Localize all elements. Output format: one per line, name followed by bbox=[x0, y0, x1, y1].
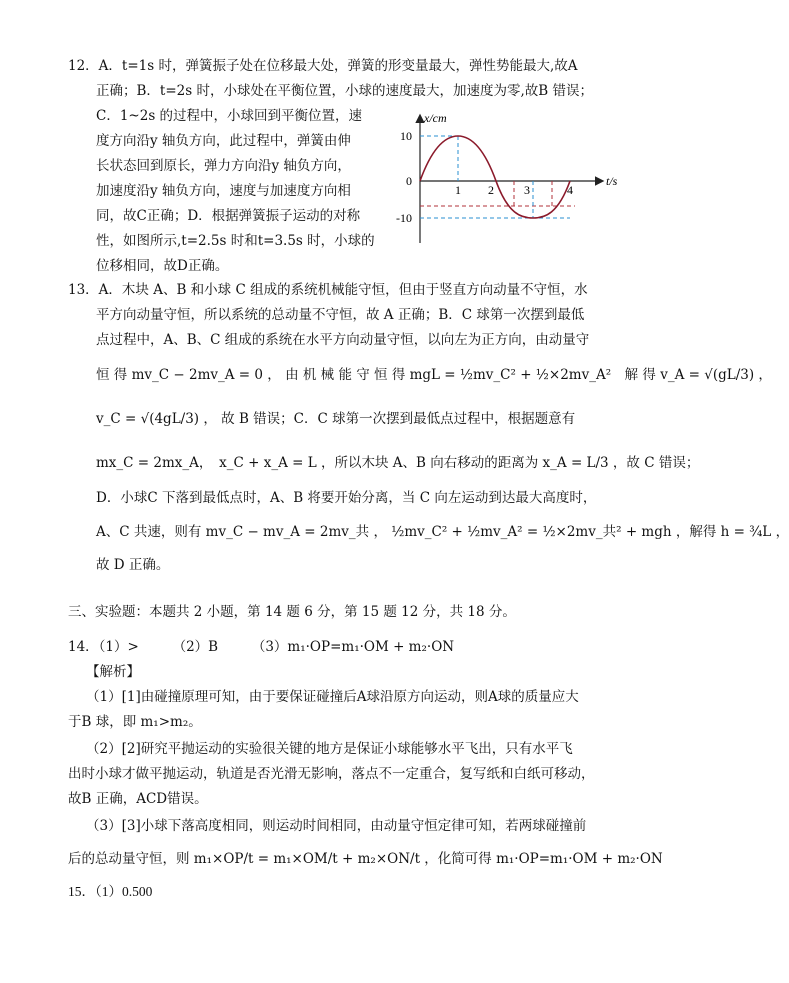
q14-answer: 14．（1）> （2）B （3）m₁·OP=m₁·OM + m₂·ON bbox=[68, 639, 455, 655]
x-tick-1: 1 bbox=[455, 183, 461, 197]
q14-line-6: （3）[3]小球下落高度相同，则运动时间相同，由动量守恒定律可知，若两球碰撞前 bbox=[86, 818, 587, 834]
q13-line-8: A、C 共速，则有 mv_C − mv_A = 2mv_共 ， ½mv_C² + ½mv_A² = ½×2mv_共² + mgh ，解得 h = ¾L ， bbox=[96, 524, 789, 540]
y-tick-neg10: -10 bbox=[396, 211, 412, 225]
q14-line-2: 于B 球，即 m₁>m₂。 bbox=[68, 714, 202, 730]
q13-line-2: 平方向动量守恒，所以系统的总动量不守恒，故 A 正确；B．C 球第一次摆到最低 bbox=[96, 307, 585, 323]
q13-line-9: 故 D 正确。 bbox=[96, 557, 170, 573]
q13-line-5: v_C = √(4gL/3) ， 故 B 错误；C．C 球第一次摆到最低点过程中，根据题意有 bbox=[96, 411, 576, 427]
x-axis-label: t/s bbox=[606, 174, 618, 188]
q12-line-4: 度方向沿y 轴负方向，此过程中，弹簧由伸 bbox=[96, 133, 351, 149]
q12-line-2: 正确；B．t=2s 时，小球处在平衡位置，小球的速度最大，加速度为零,故B 错误； bbox=[96, 83, 593, 99]
q14-line-1: （1）[1]由碰撞原理可知，由于要保证碰撞后A球沿原方向运动，则A球的质量应大 bbox=[86, 689, 579, 705]
x-tick-4: 4 bbox=[567, 183, 573, 197]
y-tick-10: 10 bbox=[400, 129, 412, 143]
x-tick-2: 2 bbox=[488, 183, 494, 197]
q14-line-7: 后的总动量守恒，则 m₁×OP/t = m₁×OM/t + m₂×ON/t ，化简可得 m₁·OP=m₁·OM + m₂·ON bbox=[68, 851, 663, 867]
q14-analysis-label: 【解析】 bbox=[86, 664, 140, 680]
q12-line-8: 性，如图所示,t=2.5s 时和t=3.5s 时，小球的 bbox=[96, 233, 375, 249]
displacement-time-graph bbox=[370, 108, 620, 248]
q15-answer: 15．（1）0.500 bbox=[68, 884, 153, 899]
q12-line-9: 位移相同，故D正确。 bbox=[96, 258, 229, 274]
q12-line-6: 加速度沿y 轴负方向，速度与加速度方向相 bbox=[96, 183, 351, 199]
section-heading: 三、实验题：本题共 2 小题，第 14 题 6 分，第 15 题 12 分，共 18 分。 bbox=[68, 604, 516, 620]
q13-line-1: 13．A．木块 A、B 和小球 C 组成的系统机械能守恒，但由于竖直方向动量不守恒，水 bbox=[68, 282, 588, 298]
q12-line-7: 同，故C正确；D．根据弹簧振子运动的对称 bbox=[96, 208, 361, 224]
y-axis-label: x/cm bbox=[424, 111, 447, 125]
q14-line-4: 出时小球才做平抛运动，轨道是否光滑无影响，落点不一定重合，复写纸和白纸可移动， bbox=[68, 766, 595, 782]
q13-line-6: mx_C = 2mx_A， x_C + x_A = L ，所以木块 A、B 向右移动的距离为 x_A = L/3 ，故 C 错误； bbox=[96, 455, 700, 471]
q13-line-7: D．小球C 下落到最低点时，A、B 将要开始分离，当 C 向左运动到达最大高度时， bbox=[96, 490, 597, 506]
y-tick-0: 0 bbox=[406, 174, 412, 188]
x-tick-3: 3 bbox=[524, 183, 530, 197]
q12-line-1: 12．A．t=1s 时，弹簧振子处在位移最大处，弹簧的形变量最大，弹性势能最大,故A bbox=[68, 58, 578, 74]
q12-line-3: C．1~2s 的过程中，小球回到平衡位置，速 bbox=[96, 108, 363, 124]
q13-line-4: 恒 得 mv_C − 2mv_A = 0 ， 由 机 械 能 守 恒 得 mgL = ½mv_C² + ½×2mv_A² 解 得 v_A = √(gL/3) ， bbox=[96, 367, 772, 383]
q14-line-5: 故B 正确，ACD错误。 bbox=[68, 791, 208, 807]
q14-line-3: （2）[2]研究平抛运动的实验很关键的地方是保证小球能够水平飞出，只有水平飞 bbox=[86, 741, 573, 757]
q12-line-5: 长状态回到原长，弹力方向沿y 轴负方向， bbox=[96, 158, 351, 174]
q13-line-3: 点过程中，A、B、C 组成的系统在水平方向动量守恒，以向左为正方向，由动量守 bbox=[96, 332, 590, 348]
